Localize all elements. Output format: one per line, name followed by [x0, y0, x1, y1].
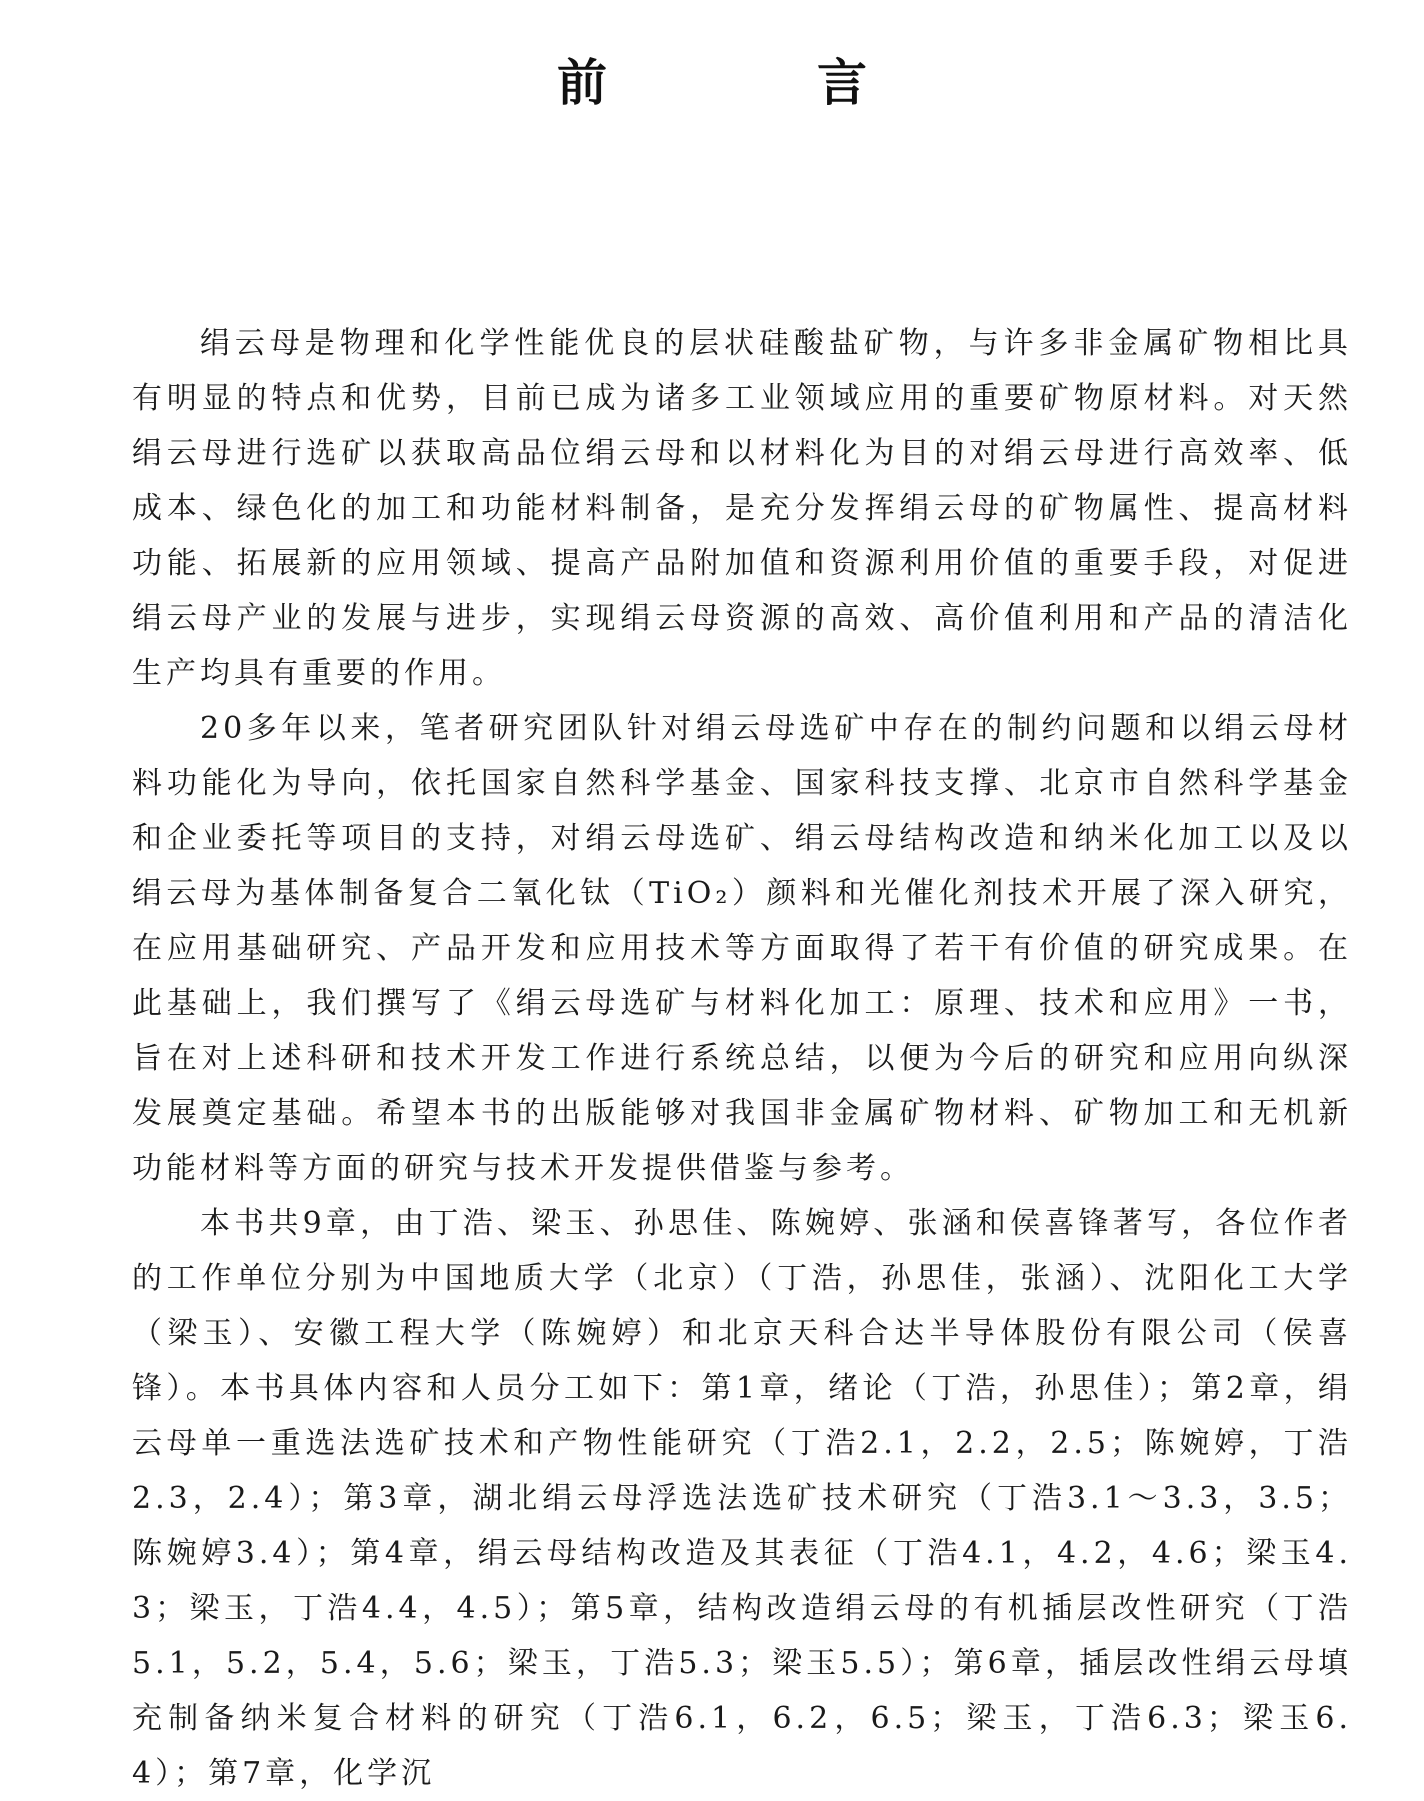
paragraph-2: 20多年以来，笔者研究团队针对绢云母选矿中存在的制约问题和以绢云母材料功能化为导向，依托国家自然科学基金、国家科技支撑、北京市自然科学基金和企业委托等项目的支持，对绢云母选矿、绢云母结构改造和纳米化加工以及以绢云母为基体制备复合二氧化钛（TiO₂）颜料和光催化剂技术开展了深入研究，在应用基础研究、产品开发和应用技术等方面取得了若干有价值的研究成果。在此基础上，我们撰写了《绢云母选矿与材料化加工：原理、技术和应用》一书，旨在对上述科研和技术开发工作进行系统总结，以便为今后的研究和应用向纵深发展奠定基础。希望本书的出版能够对我国非金属矿物材料、矿物加工和无机新功能材料等方面的研究与技术开发提供借鉴与参考。: [132, 711, 1352, 1186]
body-text: [132, 316, 1352, 1801]
paragraph-1: 绢云母是物理和化学性能优良的层状硅酸盐矿物，与许多非金属矿物相比具有明显的特点和优势，目前已成为诸多工业领域应用的重要矿物原材料。对天然绢云母进行选矿以获取高品位绢云母和以材料化为目的对绢云母进行高效率、低成本、绿色化的加工和功能材料制备，是充分发挥绢云母的矿物属性、提高材料功能、拓展新的应用领域、提高产品附加值和资源利用价值的重要手段，对促进绢云母产业的发展与进步，实现绢云母资源的高效、高价值利用和产品的清洁化生产均具有重要的作用。: [132, 326, 1352, 691]
paragraph-3: 本书共9章，由丁浩、梁玉、孙思佳、陈婉婷、张涵和侯喜锋著写，各位作者的工作单位分别为中国地质大学（北京）（丁浩，孙思佳，张涵）、沈阳化工大学（梁玉）、安徽工程大学（陈婉婷）和北京天科合达半导体股份有限公司（侯喜锋）。本书具体内容和人员分工如下：第1章，绪论（丁浩，孙思佳）；第2章，绢云母单一重选法选矿技术和产物性能研究（丁浩2.1，2.2，2.5；陈婉婷，丁浩2.3，2.4）；第3章，湖北绢云母浮选法选矿技术研究（丁浩3.1～3.3，3.5；陈婉婷3.4）；第4章，绢云母结构改造及其表征（丁浩4.1，4.2，4.6；梁玉4.3；梁玉，丁浩4.4，4.5）；第5章，结构改造绢云母的有机插层改性研究（丁浩5.1，5.2，5.4，5.6；梁玉，丁浩5.3；梁玉5.5）；第6章，插层改性绢云母填充制备纳米复合材料的研究（丁浩6.1，6.2，6.5；梁玉，丁浩6.3；梁玉6.4）；第7章，化学沉: [132, 1206, 1352, 1791]
page-title: 前 言: [557, 54, 947, 112]
